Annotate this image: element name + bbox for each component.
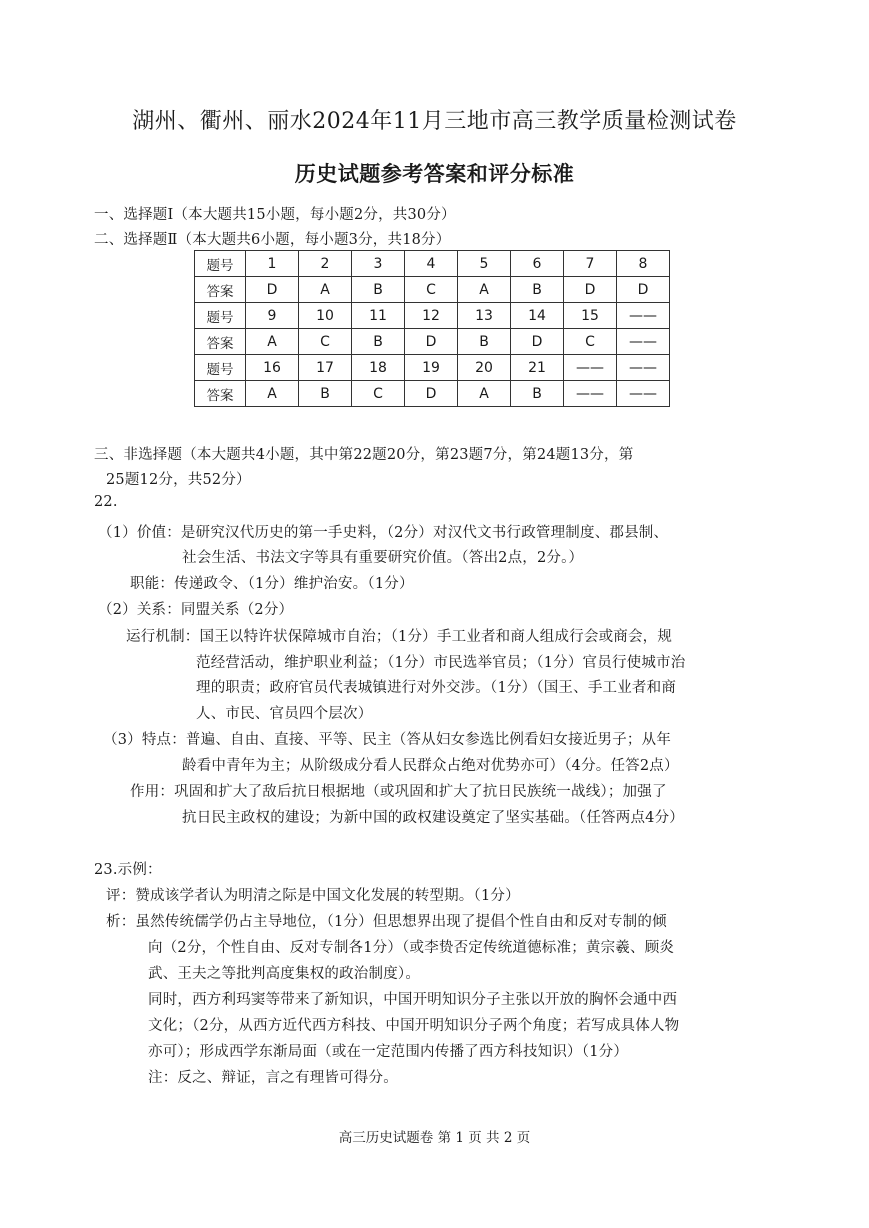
q22-part2-line5: 人、市民、官员四个层次） (196, 706, 373, 722)
q22-part2-line2: 运行机制：国王以特许状保障城市自治；（1分）手工业者和商人组成行会或商会，规 (126, 629, 673, 645)
section-1-heading: 一、选择题Ⅰ（本大题共15小题，每小题2分，共30分） (94, 207, 456, 223)
answer-table-row-label: 题号 (195, 355, 246, 381)
answer-table-cell: D (246, 277, 299, 303)
answer-table-cell: 2 (299, 251, 352, 277)
answer-table-cell: A (246, 381, 299, 407)
answer-table-cell: 20 (458, 355, 511, 381)
answer-table-cell: D (511, 329, 564, 355)
answer-table-cell: —— (617, 329, 670, 355)
question-23-number: 23.示例： (94, 862, 162, 878)
answer-table-cell: —— (617, 303, 670, 329)
answer-table-cell: B (511, 277, 564, 303)
answer-table-cell: 8 (617, 251, 670, 277)
q23-line1: 评：赞成该学者认为明清之际是中国文化发展的转型期。（1分） (106, 888, 520, 904)
answer-table-cell: 12 (405, 303, 458, 329)
answer-table-cell: 14 (511, 303, 564, 329)
answer-table-cell: B (511, 381, 564, 407)
answer-table-cell: B (458, 329, 511, 355)
section-3-heading-line1: 三、非选择题（本大题共4小题，其中第22题20分，第23题7分，第24题13分，第 (94, 447, 634, 463)
answer-table-cell: —— (564, 355, 617, 381)
answer-table-cell: A (246, 329, 299, 355)
answer-table-cell: 3 (352, 251, 405, 277)
answer-table-cell: 16 (246, 355, 299, 381)
answer-table (194, 250, 670, 407)
q23-line8: 注：反之、辩证，言之有理皆可得分。 (148, 1070, 398, 1086)
answer-table-row-label: 答案 (195, 381, 246, 407)
q22-part1-line3: 职能：传递政令、（1分）维护治安。（1分） (130, 576, 414, 592)
answer-table-cell: C (405, 277, 458, 303)
answer-table-row-label: 答案 (195, 277, 246, 303)
answer-table-cell: 9 (246, 303, 299, 329)
answer-table-cell: C (299, 329, 352, 355)
answer-table-cell: 7 (564, 251, 617, 277)
answer-table-cell: 4 (405, 251, 458, 277)
section-2-heading: 二、选择题Ⅱ（本大题共6小题，每小题3分，共18分） (94, 232, 451, 248)
answer-table-cell: C (352, 381, 405, 407)
answer-table-cell: 18 (352, 355, 405, 381)
answer-table-row-label: 题号 (195, 303, 246, 329)
answer-table-cell: C (564, 329, 617, 355)
exam-title: 湖州、衢州、丽水2024年11月三地市高三教学质量检测试卷 (132, 109, 737, 134)
page-footer: 高三历史试题卷 第 1 页 共 2 页 (338, 1130, 531, 1146)
answer-table-cell: D (405, 329, 458, 355)
answer-table-cell: 11 (352, 303, 405, 329)
answer-table-cell: 13 (458, 303, 511, 329)
exam-subtitle: 历史试题参考答案和评分标准 (294, 162, 575, 186)
q22-part3-line2: 龄看中青年为主；从阶级成分看人民群众占绝对优势亦可）（4分。任答2点） (182, 758, 679, 774)
answer-table-cell: B (352, 277, 405, 303)
q22-part3-line3: 作用：巩固和扩大了敌后抗日根据地（或巩固和扩大了抗日民族统一战线）；加强了 (130, 784, 667, 800)
question-22-number: 22. (94, 494, 118, 510)
answer-table-row (195, 355, 670, 381)
answer-table-cell: D (405, 381, 458, 407)
answer-table-row (195, 381, 670, 407)
answer-table-cell: A (299, 277, 352, 303)
answer-table-cell: 15 (564, 303, 617, 329)
answer-table-cell: 17 (299, 355, 352, 381)
answer-table-cell: 1 (246, 251, 299, 277)
answer-table-cell: B (352, 329, 405, 355)
answer-table-cell: D (564, 277, 617, 303)
q23-line6: 文化；（2分，从西方近代西方科技、中国开明知识分子两个角度；若写成具体人物 (148, 1018, 680, 1034)
answer-table-row (195, 329, 670, 355)
q22-part2-line4: 理的职责；政府官员代表城镇进行对外交涉。（1分）（国王、手工业者和商 (196, 680, 677, 696)
q23-line5: 同时，西方利玛窦等带来了新知识，中国开明知识分子主张以开放的胸怀会通中西 (148, 992, 678, 1008)
answer-table-cell: 19 (405, 355, 458, 381)
answer-table-cell: 5 (458, 251, 511, 277)
answer-table-row (195, 303, 670, 329)
q22-part1-line1: （1）价值：是研究汉代历史的第一手史料，（2分）对汉代文书行政管理制度、郡县制、 (98, 525, 669, 541)
answer-table-row (195, 277, 670, 303)
q23-line4: 武、王夫之等批判高度集权的政治制度）。 (148, 966, 421, 982)
q23-line3: 向（2分，个性自由、反对专制各1分）（或李贽否定传统道德标准；黄宗羲、顾炎 (148, 940, 675, 956)
answer-table-cell: —— (564, 381, 617, 407)
answer-table-row-label: 答案 (195, 329, 246, 355)
answer-table-cell: 21 (511, 355, 564, 381)
answer-table-cell: —— (617, 381, 670, 407)
section-3-heading-line2: 25题12分，共52分） (106, 472, 251, 488)
answer-table-cell: 10 (299, 303, 352, 329)
answer-table-cell: D (617, 277, 670, 303)
q22-part3-line4: 抗日民主政权的建设；为新中国的政权建设奠定了坚实基础。（任答两点4分） (182, 810, 684, 826)
q23-line7: 亦可）；形成西学东渐局面（或在一定范围内传播了西方科技知识）（1分） (148, 1044, 629, 1060)
q22-part2-line1: （2）关系：同盟关系（2分） (98, 602, 294, 618)
answer-table-row-label: 题号 (195, 251, 246, 277)
answer-table-cell: A (458, 381, 511, 407)
q23-line2: 析：虽然传统儒学仍占主导地位，（1分）但思想界出现了提倡个性自由和反对专制的倾 (106, 914, 667, 930)
q22-part1-line2: 社会生活、书法文字等具有重要研究价值。（答出2点，2分。） (182, 550, 584, 566)
q22-part3-line1: （3）特点：普遍、自由、直接、平等、民主（答从妇女参选比例看妇女接近男子；从年 (103, 732, 672, 748)
q22-part2-line3: 范经营活动，维护职业利益；（1分）市民选举官员；（1分）官员行使城市治 (196, 655, 686, 671)
answer-table-cell: A (458, 277, 511, 303)
answer-table-row (195, 251, 670, 277)
answer-table-cell: 6 (511, 251, 564, 277)
answer-table-cell: B (299, 381, 352, 407)
answer-table-cell: —— (617, 355, 670, 381)
